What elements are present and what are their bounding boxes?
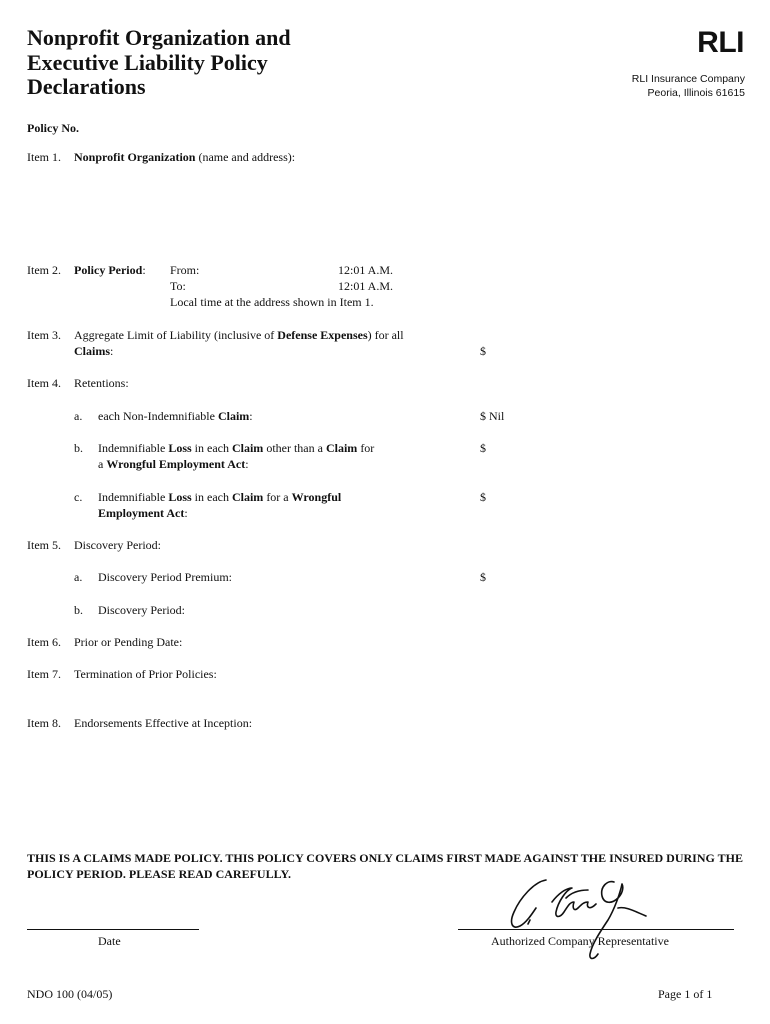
item-5b-text: Discovery Period: [98, 603, 185, 617]
date-label: Date [98, 934, 121, 948]
title-line-2: Executive Liability Policy [27, 49, 268, 75]
item-2-label: Policy Period: [74, 263, 146, 277]
item-4c-text-line1: Indemnifiable Loss in each Claim for a Wrongful [98, 490, 342, 504]
policy-period-to-label: To: [170, 279, 186, 293]
representative-label: Authorized Company Representative [491, 934, 669, 948]
policy-period-to-time: 12:01 A.M. [338, 279, 394, 293]
item-8-number: Item 8. [27, 716, 61, 730]
item-3-value: $ [480, 344, 486, 358]
item-4a-letter: a. [74, 409, 83, 423]
item-1-number: Item 1. [27, 150, 61, 164]
item-4b-text-line2: a Wrongful Employment Act: [98, 457, 249, 471]
title-line-1: Nonprofit Organization and [27, 25, 291, 50]
company-logo: RLI [697, 26, 744, 59]
item-4c-letter: c. [74, 490, 83, 504]
policy-period-from-label: From: [170, 263, 200, 277]
item-3-number: Item 3. [27, 328, 61, 342]
item-6-label: Prior or Pending Date: [74, 635, 183, 649]
item-4b-text-line1: Indemnifiable Loss in each Claim other than a Claim for [98, 441, 375, 455]
item-5a-text: Discovery Period Premium: [98, 570, 232, 584]
item-5b-letter: b. [74, 603, 83, 617]
item-5a-letter: a. [74, 570, 83, 584]
item-4c-text-line2: Employment Act: [98, 506, 188, 520]
claims-made-notice: THIS IS A CLAIMS MADE POLICY. THIS POLICY COVERS ONLY CLAIMS FIRST MADE AGAINST THE INSURED DURING THE POLICY PERIOD. PLEASE READ CAREFULLY. [27, 851, 743, 881]
item-7-number: Item 7. [27, 667, 61, 681]
item-5a-value: $ [480, 570, 486, 584]
handwritten-signature [500, 868, 660, 966]
item-3-label-line1: Aggregate Limit of Liability (inclusive of Defense Expenses) for all [74, 328, 404, 342]
policy-period-note: Local time at the address shown in Item 1. [170, 295, 374, 309]
document-title [27, 26, 357, 100]
item-7-label: Termination of Prior Policies: [74, 667, 217, 681]
item-2-number: Item 2. [27, 263, 61, 277]
form-number: NDO 100 (04/05) [27, 987, 113, 1001]
item-4b-letter: b. [74, 441, 83, 455]
company-info [632, 72, 745, 100]
item-4a-text: each Non-Indemnifiable Claim: [98, 409, 253, 423]
item-4b-value: $ [480, 441, 486, 455]
item-4-label: Retentions: [74, 376, 129, 390]
item-4a-value: $ Nil [480, 409, 505, 423]
title-line-3: Declarations [27, 74, 146, 99]
item-4c-value: $ [480, 490, 486, 504]
item-5-number: Item 5. [27, 538, 61, 552]
date-signature-line [27, 929, 199, 930]
policy-period-from-time: 12:01 A.M. [338, 263, 394, 277]
item-4-number: Item 4. [27, 376, 61, 390]
item-3-label-line2: Claims: [74, 344, 114, 358]
company-address: Peoria, Illinois 61615 [647, 87, 745, 99]
policy-no-label: Policy No. [27, 121, 79, 135]
item-1-label: Nonprofit Organization (name and address): [74, 150, 296, 164]
company-name: RLI Insurance Company [631, 73, 745, 85]
item-6-number: Item 6. [27, 635, 61, 649]
item-8-label: Endorsements Effective at Inception: [74, 716, 253, 730]
item-5-label: Discovery Period: [74, 538, 161, 552]
page-number: Page 1 of 1 [658, 987, 713, 1001]
